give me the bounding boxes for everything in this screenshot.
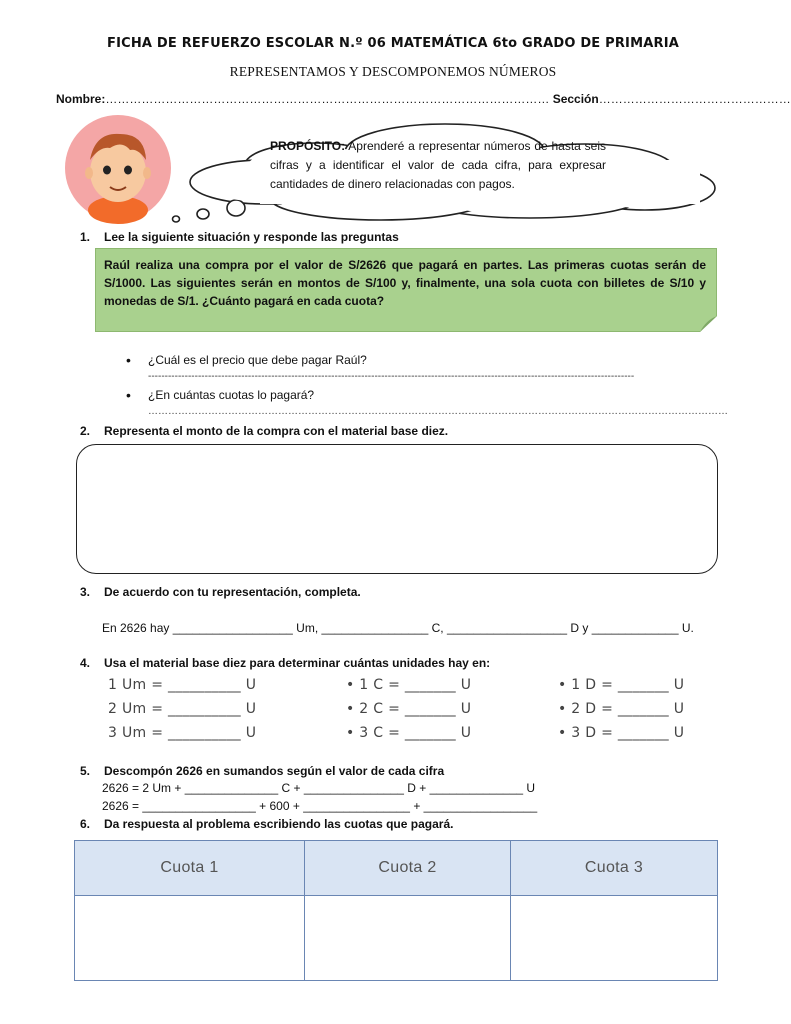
question-5: [80, 764, 444, 778]
answer-line-2[interactable]: …………………………………………………………………………………………………………………………………………………………: [148, 406, 728, 417]
student-info-line: [56, 92, 791, 106]
conversion-c-2[interactable]: • 2 C = _______ U: [346, 701, 472, 717]
conversion-um-3[interactable]: 3 Um = __________ U: [108, 725, 257, 741]
conversion-c-3[interactable]: • 3 C = _______ U: [346, 725, 472, 741]
seccion-field[interactable]: …………………………………………: [598, 92, 791, 106]
table-row: [75, 896, 718, 981]
sub-question-text: ¿Cuál es el precio que debe pagar Raúl?: [148, 353, 367, 367]
student-avatar-icon: [65, 115, 171, 224]
conversion-um-1[interactable]: 1 Um = __________ U: [108, 677, 257, 693]
question-text: Usa el material base diez para determinar cuántas unidades hay en:: [104, 656, 491, 670]
question-number: 3.: [80, 585, 91, 599]
worksheet-title: FICHA DE REFUERZO ESCOLAR N.º 06 MATEMÁTICA 6to GRADO DE PRIMARIA: [106, 36, 679, 51]
question-6: [80, 817, 453, 831]
purpose-label: PROPÓSITO:: [270, 139, 346, 153]
cuota-1-answer-cell[interactable]: [75, 896, 305, 981]
conversion-d-3[interactable]: • 3 D = _______ U: [558, 725, 685, 741]
decomposition-line-1[interactable]: 2626 = 2 Um + ______________ C + _______________ D + ______________ U: [102, 781, 536, 795]
nombre-field[interactable]: …………………………………………………………………………………………………: [105, 92, 550, 106]
seccion-label: Sección: [552, 92, 599, 106]
question-number: 4.: [80, 656, 91, 670]
sub-question-1: [126, 352, 367, 368]
question-text: De acuerdo con tu representación, completa.: [104, 585, 361, 599]
question-3: [80, 585, 361, 599]
place-value-fill-line[interactable]: En 2626 hay __________________ Um, ________________ C, __________________ D y _____________ U.: [102, 621, 694, 635]
answer-line-1[interactable]: --------------------------------------------------------------------------------------------------------------------------------------------------: [148, 371, 635, 382]
purpose-body: Aprenderé a representar números de hasta seis cifras y a identificar el valor de cada cifra, para expresar cantidades de dinero relacionadas con pagos.: [270, 139, 606, 191]
header-cuota-2: Cuota 2: [305, 841, 511, 896]
conversion-d-2[interactable]: • 2 D = _______ U: [558, 701, 685, 717]
bullet-icon: •: [126, 352, 131, 368]
question-text: Lee la siguiente situación y responde las preguntas: [104, 230, 399, 244]
cuota-3-answer-cell[interactable]: [511, 896, 718, 981]
question-text: Descompón 2626 en sumandos según el valor de cada cifra: [104, 764, 445, 778]
question-number: 6.: [80, 817, 91, 831]
question-number: 2.: [80, 424, 91, 438]
decomposition-line-2[interactable]: 2626 = _________________ + 600 + ________________ + _________________: [102, 799, 538, 813]
question-number: 5.: [80, 764, 91, 778]
sub-question-text: ¿En cuántas cuotas lo pagará?: [148, 388, 315, 402]
page-curl-icon: [700, 316, 718, 333]
table-header-row: [75, 841, 718, 896]
header-cuota-3: Cuota 3: [511, 841, 718, 896]
question-2: [80, 424, 448, 438]
header-cuota-1: Cuota 1: [75, 841, 305, 896]
cuota-2-answer-cell[interactable]: [305, 896, 511, 981]
bullet-icon: •: [126, 387, 131, 403]
cuotas-table: [74, 840, 718, 981]
question-1: [80, 230, 399, 244]
purpose-text: [270, 137, 606, 194]
situation-text: Raúl realiza una compra por el valor de S/2626 que pagará en partes. Las primeras cuotas serán de S/1000. Las siguientes serán en montos de S/100 y, finalmente, una sola cuota con billetes de S/10 y monedas de S/1. ¿Cuánto pagará en cada cuota?: [104, 258, 706, 308]
conversion-c-1[interactable]: • 1 C = _______ U: [346, 677, 472, 693]
worksheet-subtitle: REPRESENTAMOS Y DESCOMPONEMOS NÚMEROS: [229, 64, 557, 79]
conversion-um-2[interactable]: 2 Um = __________ U: [108, 701, 257, 717]
representation-box[interactable]: [76, 444, 718, 574]
sub-question-2: [126, 387, 315, 403]
question-4: [80, 656, 490, 670]
question-text: Representa el monto de la compra con el material base diez.: [104, 424, 449, 438]
question-number: 1.: [80, 230, 91, 244]
nombre-label: Nombre:: [56, 92, 106, 106]
conversion-d-1[interactable]: • 1 D = _______ U: [558, 677, 685, 693]
question-text: Da respuesta al problema escribiendo las cuotas que pagará.: [104, 817, 454, 831]
